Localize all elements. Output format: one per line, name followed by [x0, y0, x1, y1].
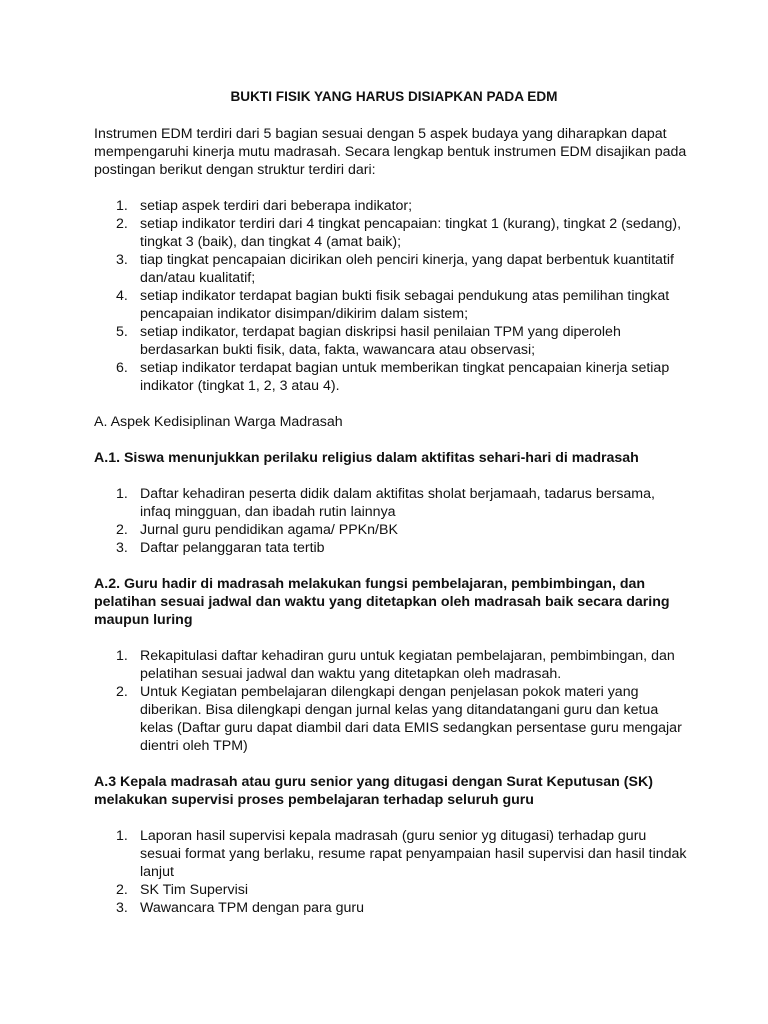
- list-item: 5. setiap indikator, terdapat bagian diskripsi hasil penilaian TPM yang diperoleh berdasarkan bukti fisik, data, fakta, wawancara atau observasi;: [116, 324, 621, 358]
- list-item: 2. Jurnal guru pendidikan agama/ PPKn/BK: [116, 522, 398, 538]
- indicator-a3-list: [94, 827, 688, 917]
- aspect-a-heading: A. Aspek Kedisiplinan Warga Madrasah: [94, 414, 343, 430]
- intro-paragraph: Instrumen EDM terdiri dari 5 bagian sesuai dengan 5 aspek budaya yang diharapkan dapat mempengaruhi kinerja mutu madrasah. Secara lengkap bentuk instrumen EDM disajikan pada postingan berikut dengan struktur terdiri dari:: [94, 126, 687, 178]
- indicator-a2-list: [94, 647, 688, 755]
- document-page: [94, 88, 688, 935]
- indicator-a1-heading: A.1. Siswa menunjukkan perilaku religius dalam aktifitas sehari-hari di madrasah: [94, 450, 639, 466]
- list-item: 2. Untuk Kegiatan pembelajaran dilengkapi dengan penjelasan pokok materi yang diberikan. Bisa dilengkapi dengan jurnal kelas yang ditandatangani guru dan ketua kelas (Daftar guru dapat diambil dari data EMIS sedangkan persentase guru mengajar dientri oleh TPM): [116, 684, 682, 754]
- indicator-a2-heading: A.2. Guru hadir di madrasah melakukan fungsi pembelajaran, pembimbingan, dan pelatihan sesuai jadwal dan waktu yang ditetapkan oleh madrasah baik secara daring maupun luring: [94, 576, 670, 628]
- indicator-a1-list: [94, 485, 688, 557]
- indicator-a3-heading: A.3 Kepala madrasah atau guru senior yang ditugasi dengan Surat Keputusan (SK) melakukan supervisi proses pembelajaran terhadap seluruh guru: [94, 774, 653, 808]
- list-item: 3. Daftar pelanggaran tata tertib: [116, 540, 325, 556]
- list-item: 1. setiap aspek terdiri dari beberapa indikator;: [116, 198, 413, 214]
- list-item: 3. Wawancara TPM dengan para guru: [116, 900, 364, 916]
- list-item: 6. setiap indikator terdapat bagian untuk memberikan tingkat pencapaian kinerja setiap indikator (tingkat 1, 2, 3 atau 4).: [116, 360, 670, 394]
- list-item: 3. tiap tingkat pencapaian dicirikan oleh penciri kinerja, yang dapat berbentuk kuantitatif dan/atau kualitatif;: [116, 252, 674, 286]
- list-item: 1. Daftar kehadiran peserta didik dalam aktifitas sholat berjamaah, tadarus bersama, infaq mingguan, dan ibadah rutin lainnya: [116, 486, 655, 520]
- structure-list: [94, 197, 688, 395]
- list-item: 2. setiap indikator terdiri dari 4 tingkat pencapaian: tingkat 1 (kurang), tingkat 2 (sedang), tingkat 3 (baik), dan tingkat 4 (amat baik);: [116, 216, 682, 250]
- list-item: 4. setiap indikator terdapat bagian bukti fisik sebagai pendukung atas pemilihan tingkat pencapaian indikator disimpan/dikirim dalam sistem;: [116, 288, 670, 322]
- list-item: 2. SK Tim Supervisi: [116, 882, 249, 898]
- document-title: BUKTI FISIK YANG HARUS DISIAPKAN PADA EDM: [230, 89, 558, 104]
- list-item: 1. Laporan hasil supervisi kepala madrasah (guru senior yg ditugasi) terhadap guru sesuai format yang berlaku, resume rapat penyampaian hasil supervisi dan hasil tindak lanjut: [116, 828, 687, 880]
- list-item: 1. Rekapitulasi daftar kehadiran guru untuk kegiatan pembelajaran, pembimbingan, dan pelatihan sesuai jadwal dan waktu yang ditetapkan oleh madrasah.: [116, 648, 675, 682]
